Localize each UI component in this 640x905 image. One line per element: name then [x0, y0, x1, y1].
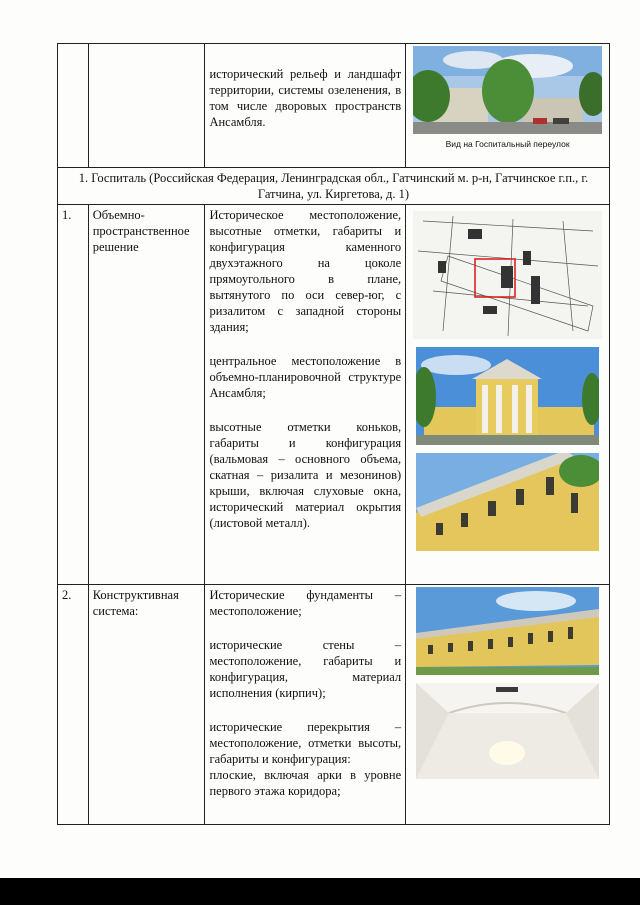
description-text: исторический рельеф и ландшафт территории, системы озеленения, в том числе дворовых пространств Ансамбля.: [209, 67, 402, 129]
table-row: [58, 44, 610, 168]
paragraph: исторические стены – местоположение, габариты и конфигурация, материал исполнения (кирпич);: [209, 638, 402, 700]
name-cell: Конструктивная система:: [88, 585, 205, 825]
num-cell: 2.: [58, 585, 89, 825]
num-cell: 1.: [58, 205, 89, 585]
corridor-ceiling-photo: [416, 683, 599, 779]
photo-cell: [406, 44, 610, 168]
paragraph: Исторические фундаменты – местоположение;: [209, 588, 402, 618]
table-row: [58, 205, 610, 585]
section-title: 1. Госпиталь (Российская Федерация, Ленинградская обл., Гатчинский м. р-н, Гатчинское г.п., г. Гатчина, ул. Киргетова, д. 1): [58, 168, 610, 205]
paragraph: центральное местоположение в объемно-планировочной структуре Ансамбля;: [209, 354, 402, 400]
hospital-side-photo: [416, 587, 599, 675]
name-cell: [88, 44, 205, 168]
paragraph: Историческое местоположение, высотные отметки, габариты и конфигурация каменного двухэтажного на цоколе прямоугольного в плане, вытянутого по оси север-юг, с ризалитом с западной стороны здания;: [209, 208, 402, 334]
hospital-corner-photo: [416, 453, 599, 551]
name-cell: Объемно-пространственное решение: [88, 205, 205, 585]
photo-cell: [406, 585, 610, 825]
description-cell: [205, 585, 406, 825]
description-cell: [205, 205, 406, 585]
street-photo: [413, 46, 602, 134]
description-cell: [205, 44, 406, 168]
section-row: [58, 168, 610, 205]
photo-cell: [406, 205, 610, 585]
num-cell: [58, 44, 89, 168]
table-row: [58, 585, 610, 825]
photo-caption: Вид на Госпитальный переулок: [445, 139, 570, 149]
paragraph: исторические перекрытия – местоположение, отметки высоты, габариты и конфигурация: плоские, включая арки в уровне первого этажа коридора;: [209, 720, 402, 798]
scan-border: [0, 878, 640, 905]
protection-table: [57, 43, 610, 825]
paragraph: высотные отметки коньков, габариты и конфигурация (вальмовая – основного объема, скатная – ризалита и мезонинов) крыши, включая слуховые окна, исторический материал окрытия (листовой металл).: [209, 420, 402, 530]
hospital-facade-photo: [416, 347, 599, 445]
site-plan-image: [413, 211, 602, 339]
